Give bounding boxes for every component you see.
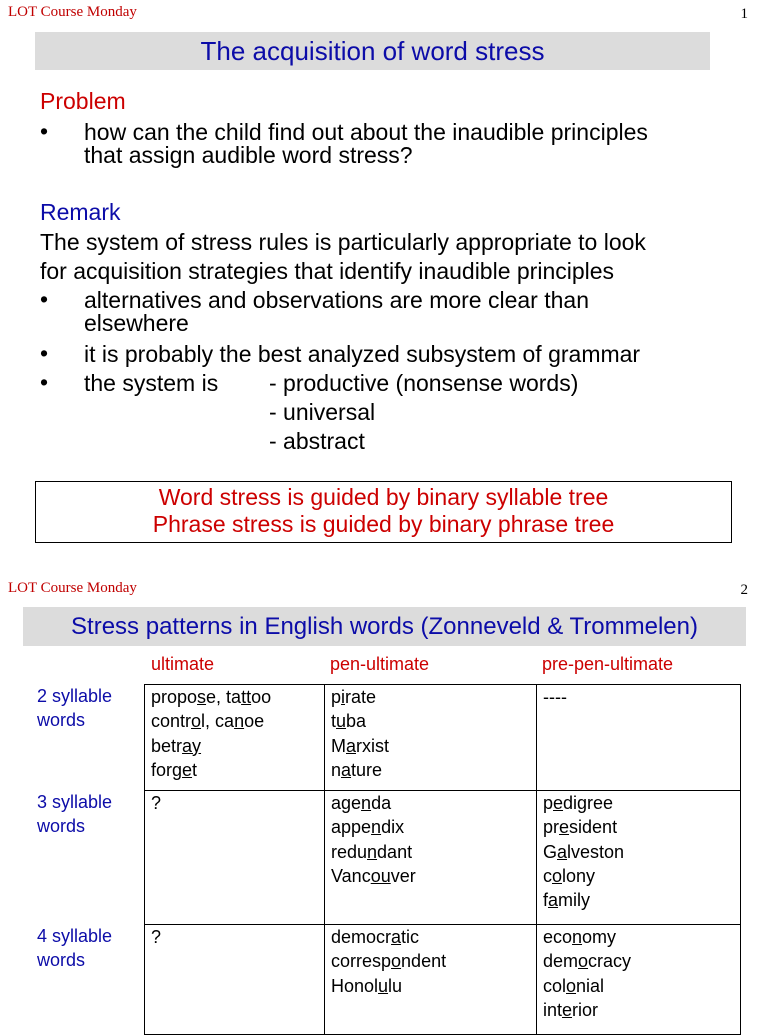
row-header-line: 4 syllable [37,926,113,946]
stressed-vowel: a [346,735,357,756]
word-entry: ---- [543,687,567,707]
bullet-marker: • [40,340,49,366]
stressed-vowel: a [391,927,402,947]
system-property: - universal [269,399,376,425]
table-row [145,685,741,791]
row-header [37,924,112,972]
word-entry: appendix [331,817,405,838]
cell-prepenultimate [537,791,741,925]
stressed-vowel: n [234,711,245,732]
word-entry: nature [331,759,383,780]
word-entry: betray [151,735,202,756]
course-header: LOT Course Monday [8,580,137,596]
word-entry: tuba [331,711,367,732]
stressed-vowel: o [578,951,589,972]
word-entry: Galveston [543,841,625,862]
course-header: LOT Course Monday [8,4,137,20]
stressed-vowel: s [197,687,207,707]
row-header-line: words [37,816,86,836]
word-entry: interior [543,999,599,1020]
table-row [145,791,741,925]
word-entry: colonial [543,975,605,996]
row-header-line: words [37,950,86,970]
stress-patterns-table [144,684,741,1035]
word-entry: control, canoe [151,711,265,732]
system-property: - productive (nonsense words) [269,370,579,396]
stressed-vowel: n [371,817,382,838]
stressed-vowel: i [341,687,346,707]
slide-title: The acquisition of word stress [35,32,710,70]
remark-text-line: for acquisition strategies that identify inaudible principles [40,258,615,284]
word-entry: democracy [543,951,632,972]
word-entry: ? [151,927,162,947]
row-header-line: 3 syllable [37,792,113,812]
bullet-marker: • [40,118,49,144]
column-header-ultimate: ultimate [151,654,215,674]
stressed-vowel: o [191,711,202,732]
summary-line: Phrase stress is guided by binary phrase tree [152,511,615,537]
stressed-vowel: n [572,927,583,947]
cell-ultimate [145,791,325,925]
column-header-prepenultimate: pre-pen-ultimate [542,654,674,674]
problem-text-line: how can the child find out about the inaudible principles [84,119,648,145]
word-entry: agenda [331,793,392,813]
row-header-line: 2 syllable [37,686,113,706]
stressed-vowel: o [391,951,402,972]
column-header-penultimate: pen-ultimate [330,654,430,674]
remark-bullet-line: elsewhere [84,310,189,336]
stressed-vowel: tt [241,687,252,707]
stressed-vowel: n [367,841,378,862]
stressed-vowel: a [341,759,352,780]
page-number: 1 [740,6,748,22]
row-header [37,684,112,732]
word-entry: democratic [331,927,420,947]
word-entry: pirate [331,687,377,707]
word-entry: redundant [331,841,413,862]
word-entry: pedigree [543,793,614,813]
problem-text-line: that assign audible word stress? [84,142,413,168]
stressed-vowel: o [566,975,577,996]
word-entry: colony [543,865,596,886]
cell-penultimate [325,925,537,1035]
word-entry: Honolulu [331,975,403,996]
bullet-marker: • [40,369,49,395]
cell-prepenultimate [537,685,741,791]
summary-box [35,481,732,543]
word-entry: forget [151,759,198,780]
cell-ultimate [145,685,325,791]
page-number: 2 [740,582,748,598]
remark-heading: Remark [40,199,121,225]
stressed-vowel: u [378,975,389,996]
stressed-vowel: e [182,759,193,780]
problem-heading: Problem [40,88,126,114]
cell-ultimate [145,925,325,1035]
cell-prepenultimate [537,925,741,1035]
word-entry: Vancouver [331,865,416,886]
summary-line: Word stress is guided by binary syllable tree [158,484,609,510]
remark-bullet-line: it is probably the best analyzed subsystem of grammar [84,341,641,367]
stressed-vowel: e [559,817,570,838]
bullet-marker: • [40,286,49,312]
row-header [37,790,112,838]
table-row [145,925,741,1035]
slide-title: Stress patterns in English words (Zonneveld & Trommelen) [23,607,746,646]
stressed-vowel: a [557,841,568,862]
word-entry: economy [543,927,617,947]
word-entry: propose, tattoo [151,687,272,707]
stressed-vowel: u [336,711,347,732]
word-entry: Marxist [331,735,390,756]
row-header-line: words [37,710,86,730]
stressed-vowel: o [552,865,563,886]
remark-text-line: The system of stress rules is particularly appropriate to look [40,229,646,255]
cell-penultimate [325,791,537,925]
word-entry: family [543,890,591,911]
cell-penultimate [325,685,537,791]
stressed-vowel: ay [182,735,202,756]
system-property: - abstract [269,428,365,454]
word-entry: ? [151,793,162,813]
stressed-vowel: e [553,793,564,813]
remark-bullet-label: the system is [84,370,219,396]
remark-bullet-line: alternatives and observations are more clear than [84,287,590,313]
stressed-vowel: ou [370,865,391,886]
stressed-vowel: n [361,793,372,813]
word-entry: correspondent [331,951,447,972]
stressed-vowel: a [548,890,559,911]
word-entry: president [543,817,618,838]
stressed-vowel: e [562,999,573,1020]
